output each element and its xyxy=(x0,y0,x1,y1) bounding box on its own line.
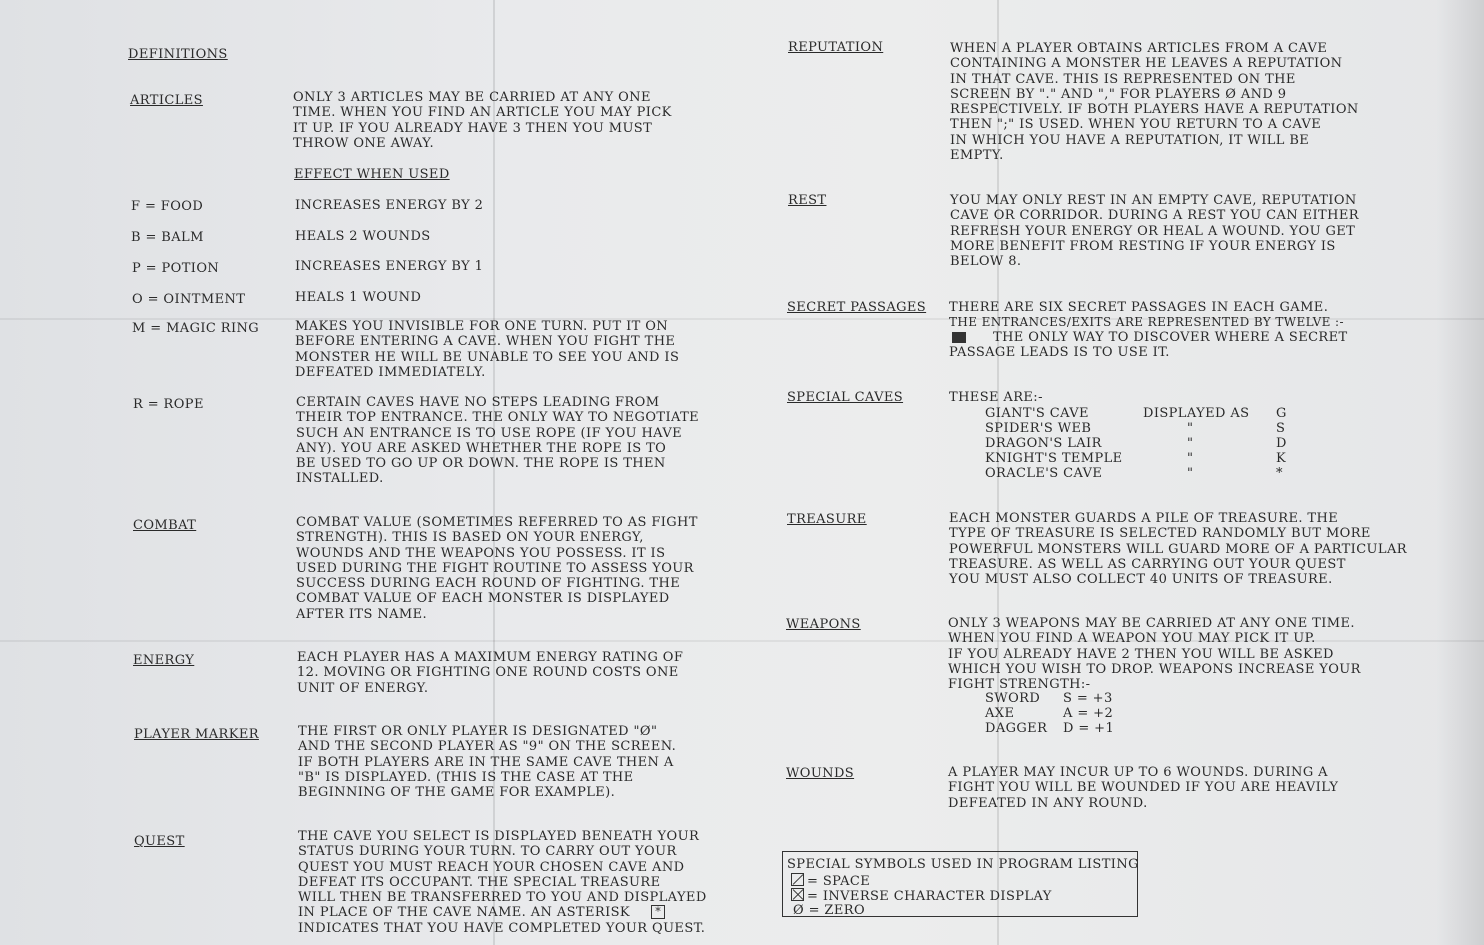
article-label: M = MAGIC RING xyxy=(132,321,260,336)
symbol-desc: = SPACE xyxy=(807,874,871,889)
secret-passages-line: THE ENTRANCES/EXITS ARE REPRESENTED BY TWELVE :- xyxy=(949,315,1344,329)
symbol-row xyxy=(793,903,865,918)
cave-symbol: K xyxy=(1276,451,1287,466)
combat-body: COMBAT VALUE (SOMETIMES REFERRED TO AS FIGHT STRENGTH). THIS IS BASED ON YOUR ENERGY, WOUNDS AND THE WEAPONS YOU POSSESS. IT IS USED DURING THE FIGHT ROUTINE TO ASSESS YOUR SUCCESS DURING EACH ROUND OF FIGHTING. THE COMBAT VALUE OF EACH MONSTER IS DISPLAYED AFTER ITS NAME. xyxy=(296,515,698,622)
article-label: R = ROPE xyxy=(133,397,204,412)
special-caves-intro: THESE ARE:- xyxy=(949,390,1043,405)
weapons-body: ONLY 3 WEAPONS MAY BE CARRIED AT ANY ONE TIME. WHEN YOU FIND A WEAPON YOU MAY PICK IT UP. IF YOU ALREADY HAVE 2 THEN YOU WILL BE ASKED WHICH YOU WISH TO DROP. WEAPONS INCREASE YOUR FIGHT STRENGTH:- xyxy=(948,616,1361,693)
zero-symbol: Ø xyxy=(793,903,805,918)
article-label: O = OINTMENT xyxy=(132,292,246,307)
wounds-body: A PLAYER MAY INCUR UP TO 6 WOUNDS. DURING A FIGHT YOU WILL BE WOUNDED IF YOU ARE HEAVILY DEFEATED IN ANY ROUND. xyxy=(948,765,1339,811)
quest-body: THE CAVE YOU SELECT IS DISPLAYED BENEATH YOUR STATUS DURING YOUR TURN. TO CARRY OUT YOUR QUEST YOU MUST REACH YOUR CHOSEN CAVE AND DEFEAT ITS OCCUPANT. THE SPECIAL TREASURE WILL THEN BE TRANSFERRED TO YOU AND DISPLAYED IN PLACE OF THE CAVE NAME. AN ASTERISK INDICATES THAT YOU HAVE COMPLETED YOUR QUEST. xyxy=(298,829,707,936)
wounds-heading: WOUNDS xyxy=(786,766,855,781)
weapon-name: AXE xyxy=(985,706,1015,721)
cave-symbol: D xyxy=(1276,436,1287,451)
article-effect: MAKES YOU INVISIBLE FOR ONE TURN. PUT IT ON BEFORE ENTERING A CAVE. WHEN YOU FIGHT THE MONSTER HE WILL BE UNABLE TO SEE YOU AND IS DEFEATED IMMEDIATELY. xyxy=(295,319,680,380)
article-label: F = FOOD xyxy=(131,199,204,214)
definitions-title: DEFINITIONS xyxy=(128,47,228,62)
cave-name: KNIGHT'S TEMPLE xyxy=(985,451,1123,466)
ditto-mark: " xyxy=(1187,451,1194,466)
energy-heading: ENERGY xyxy=(133,653,195,668)
inverse-block-icon xyxy=(952,332,966,343)
symbols-box-title: SPECIAL SYMBOLS USED IN PROGRAM LISTING xyxy=(787,857,1139,872)
weapons-heading: WEAPONS xyxy=(786,617,861,632)
player-marker-body: THE FIRST OR ONLY PLAYER IS DESIGNATED "Ø" AND THE SECOND PLAYER AS "9" ON THE SCREEN. IF BOTH PLAYERS ARE IN THE SAME CAVE THEN A "B" IS DISPLAYED. (THIS IS THE CASE AT THE BEGINNING OF THE GAME FOR EXAMPLE). xyxy=(298,724,677,801)
rest-heading: REST xyxy=(788,193,827,208)
player-marker-heading: PLAYER MARKER xyxy=(134,727,259,742)
combat-heading: COMBAT xyxy=(133,518,197,533)
cave-symbol: S xyxy=(1276,421,1286,436)
weapon-name: SWORD xyxy=(985,691,1041,706)
weapon-value: D = +1 xyxy=(1063,721,1115,736)
secret-passages-line: PASSAGE LEADS IS TO USE IT. xyxy=(949,345,1170,360)
articles-body: ONLY 3 ARTICLES MAY BE CARRIED AT ANY ONE TIME. WHEN YOU FIND AN ARTICLE YOU MAY PICK IT UP. IF YOU ALREADY HAVE 3 THEN YOU MUST THROW ONE AWAY. xyxy=(293,90,672,151)
article-label: B = BALM xyxy=(131,230,204,245)
reputation-heading: REPUTATION xyxy=(788,40,884,55)
asterisk-box-icon: * xyxy=(651,905,665,919)
symbol-desc: = INVERSE CHARACTER DISPLAY xyxy=(807,889,1052,904)
secret-passages-heading: SECRET PASSAGES xyxy=(787,300,927,315)
treasure-body: EACH MONSTER GUARDS A PILE OF TREASURE. THE TYPE OF TREASURE IS SELECTED RANDOMLY BUT MORE POWERFUL MONSTERS WILL GUARD MORE OF A PARTICULAR TREASURE. AS WELL AS CARRYING OUT YOUR QUEST YOU MUST ALSO COLLECT 40 UNITS OF TREASURE. xyxy=(949,511,1407,588)
rest-body: YOU MAY ONLY REST IN AN EMPTY CAVE, REPUTATION CAVE OR CORRIDOR. DURING A REST YOU CAN EITHER REFRESH YOUR ENERGY OR HEAL A WOUND. YOU GET MORE BENEFIT FROM RESTING IF YOUR ENERGY IS BELOW 8. xyxy=(950,193,1359,270)
displayed-as-label: DISPLAYED AS xyxy=(1143,406,1250,421)
cave-name: SPIDER'S WEB xyxy=(985,421,1092,436)
special-caves-heading: SPECIAL CAVES xyxy=(787,390,904,405)
article-effect: CERTAIN CAVES HAVE NO STEPS LEADING FROM THEIR TOP ENTRANCE. THE ONLY WAY TO NEGOTIATE SUCH AN ENTRANCE IS TO USE ROPE (IF YOU HAVE ANY). YOU ARE ASKED WHETHER THE ROPE IS TO BE USED TO GO UP OR DOWN. THE ROPE IS THEN INSTALLED. xyxy=(296,395,700,487)
cave-name: DRAGON'S LAIR xyxy=(985,436,1102,451)
ditto-mark: " xyxy=(1187,421,1194,436)
article-effect: HEALS 2 WOUNDS xyxy=(295,229,431,244)
cave-symbol: G xyxy=(1276,406,1287,421)
quest-heading: QUEST xyxy=(134,834,185,849)
symbol-desc: = ZERO xyxy=(808,903,866,918)
weapon-name: DAGGER xyxy=(985,721,1048,736)
symbol-row xyxy=(791,888,1052,904)
secret-passages-line: THE ONLY WAY TO DISCOVER WHERE A SECRET xyxy=(993,330,1348,345)
article-label: P = POTION xyxy=(132,261,220,276)
inverse-symbol-icon xyxy=(791,888,804,901)
space-symbol-icon xyxy=(791,873,804,886)
symbol-row xyxy=(791,873,870,889)
effect-heading: EFFECT WHEN USED xyxy=(294,167,450,182)
cave-name: GIANT'S CAVE xyxy=(985,406,1089,421)
weapon-value: S = +3 xyxy=(1063,691,1113,706)
energy-body: EACH PLAYER HAS A MAXIMUM ENERGY RATING OF 12. MOVING OR FIGHTING ONE ROUND COSTS ONE UNIT OF ENERGY. xyxy=(297,650,684,696)
ditto-mark: " xyxy=(1187,466,1194,481)
ditto-mark: " xyxy=(1187,436,1194,451)
treasure-heading: TREASURE xyxy=(787,512,867,527)
cave-name: ORACLE'S CAVE xyxy=(985,466,1103,481)
reputation-body: WHEN A PLAYER OBTAINS ARTICLES FROM A CAVE CONTAINING A MONSTER HE LEAVES A REPUTATION IN THAT CAVE. THIS IS REPRESENTED ON THE SCREEN BY "." AND "," FOR PLAYERS Ø AND 9 RESPECTIVELY. IF BOTH PLAYERS HAVE A REPUTATION THEN ";" IS USED. WHEN YOU RETURN TO A CAVE IN WHICH YOU HAVE A REPUTATION, IT WILL BE EMPTY. xyxy=(950,41,1359,164)
articles-heading: ARTICLES xyxy=(130,93,203,108)
weapon-value: A = +2 xyxy=(1063,706,1114,721)
article-effect: INCREASES ENERGY BY 2 xyxy=(295,198,484,213)
cave-symbol: * xyxy=(1276,466,1283,481)
secret-passages-line: THERE ARE SIX SECRET PASSAGES IN EACH GAME. xyxy=(949,300,1329,315)
article-effect: INCREASES ENERGY BY 1 xyxy=(295,259,484,274)
page-edge-shadow xyxy=(1436,0,1484,945)
article-effect: HEALS 1 WOUND xyxy=(295,290,422,305)
special-symbols-box xyxy=(782,851,1138,917)
